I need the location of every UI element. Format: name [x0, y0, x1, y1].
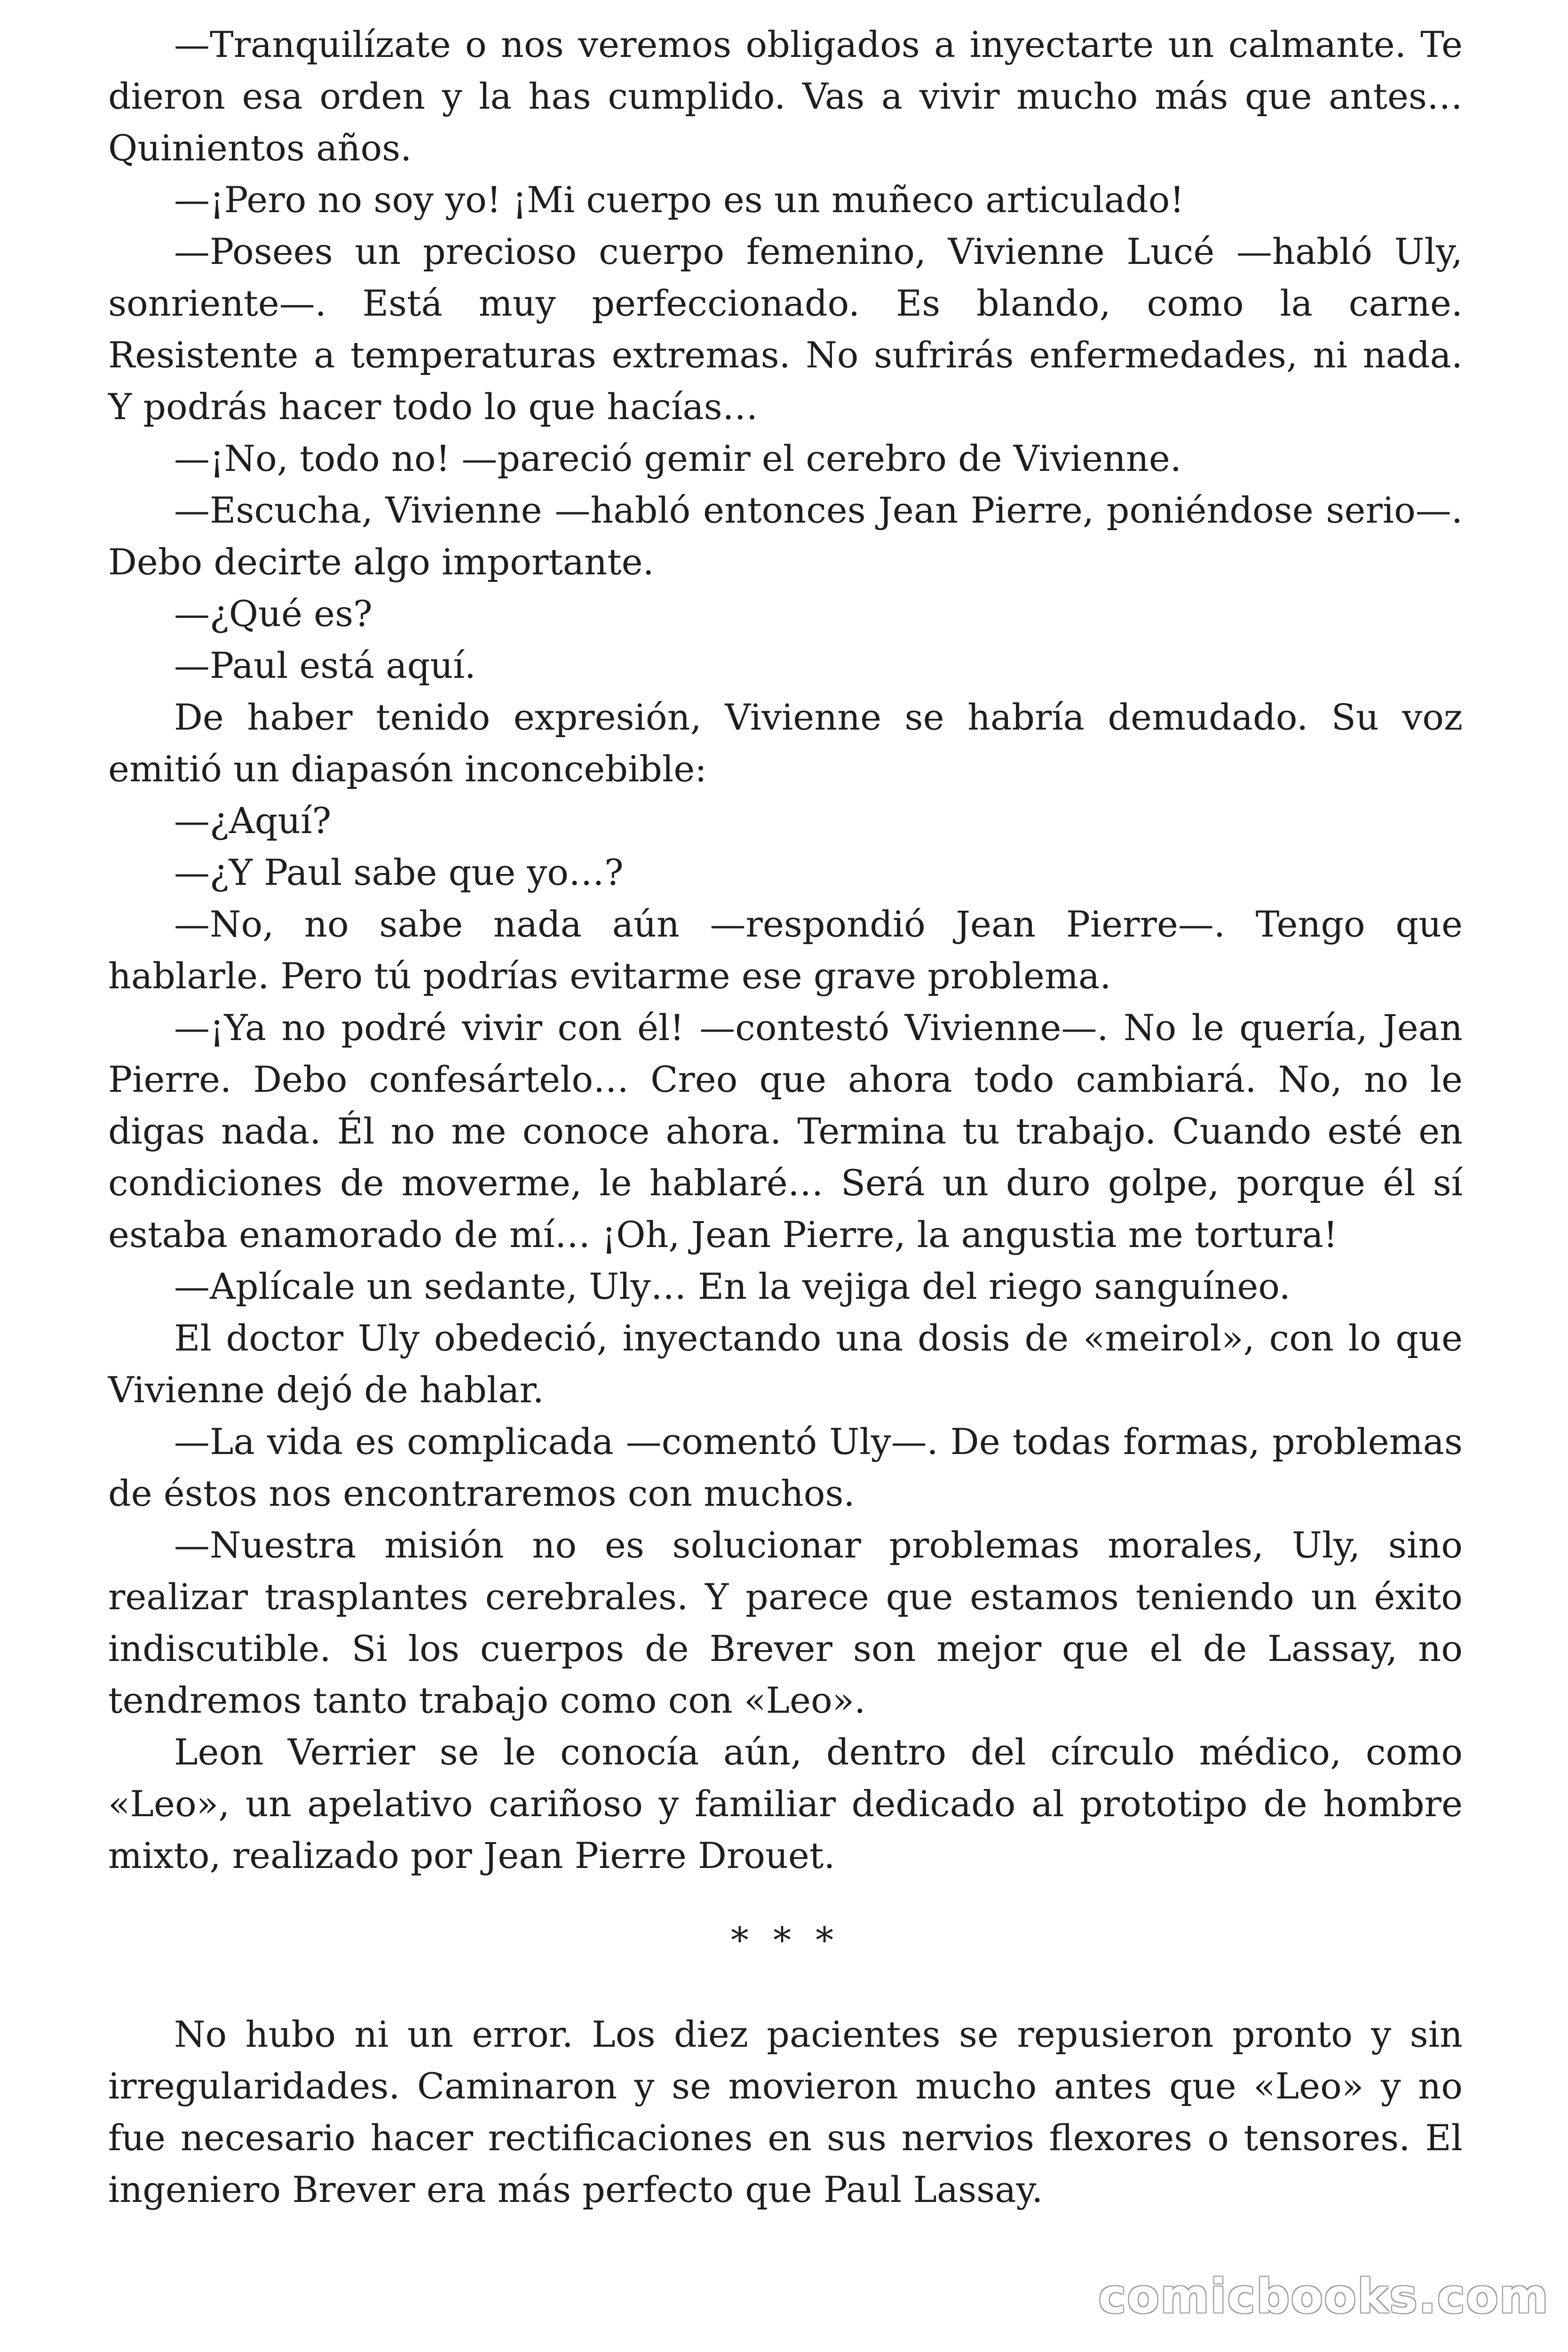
paragraph: —Tranquilízate o nos veremos obligados a inyectarte un calmante. Te dieron esa orden y la has cumplido. Vas a vivir mucho más que antes… Quinientos años. — [108, 24, 1463, 169]
paragraph: —¡Pero no soy yo! ¡Mi cuerpo es un muñeco articulado! — [174, 179, 1184, 221]
paragraph: —¡Ya no podré vivir con él! —contestó Vivienne—. No le quería, Jean Pierre. Debo confesártelo… Creo que ahora todo cambiará. No, no le digas nada. Él no me conoce ahora. Termina tu trabajo. Cuando esté en condiciones de moverme, le hablaré… Será un duro golpe, porque él sí estaba enamorado de mí… ¡Oh, Jean Pierre, la angustia me tortura! — [108, 1007, 1463, 1255]
paragraph: —Paul está aquí. — [174, 644, 476, 686]
paragraph: —No, no sabe nada aún —respondió Jean Pierre—. Tengo que hablarle. Pero tú podrías evitarme ese grave problema. — [108, 903, 1463, 997]
paragraph: —Nuestra misión no es solucionar problemas morales, Uly, sino realizar trasplantes cerebrales. Y parece que estamos teniendo un éxito indiscutible. Si los cuerpos de Brever son mejor que el de Lassay, no tendremos tanto trabajo como con «Leo». — [108, 1524, 1463, 1721]
paragraph: —Aplícale un sedante, Uly… En la vejiga del riego sanguíneo. — [174, 1265, 1291, 1307]
paragraph: El doctor Uly obedeció, inyectando una dosis de «meirol», con lo que Vivienne dejó de hablar. — [108, 1317, 1463, 1411]
page-text — [108, 19, 1463, 2216]
paragraph: De haber tenido expresión, Vivienne se habría demudado. Su voz emitió un diapasón inconcebible: — [108, 696, 1463, 790]
paragraph: —¿Aquí? — [174, 800, 332, 842]
paragraph: —¡No, todo no! —pareció gemir el cerebro de Vivienne. — [174, 437, 1181, 479]
paragraph: —Posees un precioso cuerpo femenino, Vivienne Lucé —habló Uly, sonriente—. Está muy perfeccionado. Es blando, como la carne. Resistente a temperaturas extremas. No sufrirás enfermedades, ni nada. Y podrás hacer todo lo que hacías… — [108, 230, 1463, 428]
paragraph: Leon Verrier se le conocía aún, dentro del círculo médico, como «Leo», un apelativo cariñoso y familiar dedicado al prototipo de hombre mixto, realizado por Jean Pierre Drouet. — [108, 1731, 1463, 1876]
paragraph: —Escucha, Vivienne —habló entonces Jean Pierre, poniéndose serio—. Debo decirte algo importante. — [108, 489, 1463, 583]
paragraph: —¿Qué es? — [174, 593, 372, 635]
scene-separator: * * * — [730, 1919, 840, 1961]
paragraph: —La vida es complicada —comentó Uly—. De todas formas, problemas de éstos nos encontraremos con muchos. — [108, 1421, 1463, 1514]
paragraph: No hubo ni un error. Los diez pacientes se repusieron pronto y sin irregularidades. Caminaron y se movieron mucho antes que «Leo» y no fue necesario hacer rectificaciones en sus nervios flexores o tensores. El ingeniero Brever era más perfecto que Paul Lassay. — [108, 2013, 1463, 2210]
watermark: comicbooks.com — [1098, 2269, 1549, 2324]
paragraph: —¿Y Paul sabe que yo…? — [174, 851, 624, 893]
